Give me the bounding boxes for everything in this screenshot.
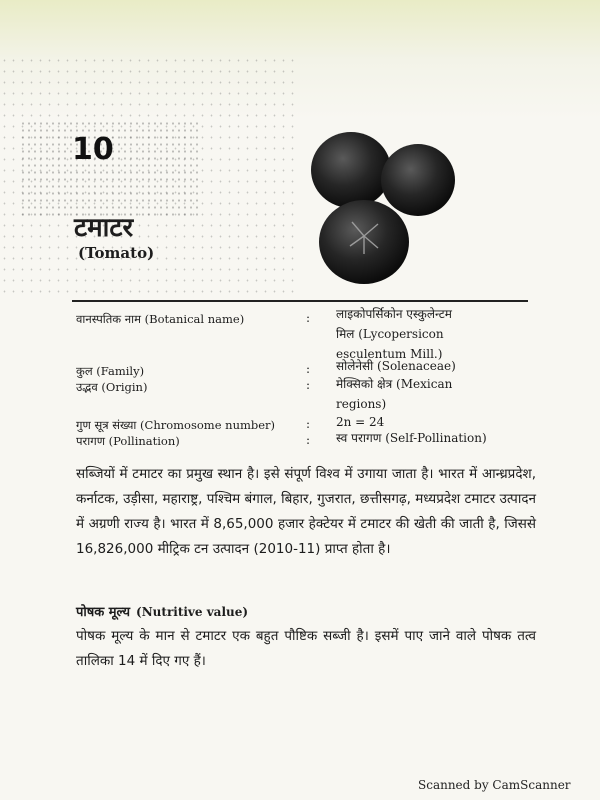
value-botanical-name: लाइकोपर्सिकोन एस्कुलेन्टम मिल (Lycopersicon esculentum Mill.): [336, 307, 452, 361]
value-chromosome-number: 2n = 24: [336, 415, 385, 429]
value-family: सोलेनेसी (Solenaceae): [336, 359, 456, 373]
nutritive-paragraph: पोषक मूल्य के मान से टमाटर एक बहुत पौष्टिक सब्जी है। इसमें पाए जाने वाले पोषक तत्व तालिका 14 में दिए गए हैं।: [76, 628, 536, 669]
label-botanical-name: वानस्पतिक नाम (Botanical name): [76, 312, 245, 326]
table-top-rule: [72, 300, 528, 302]
section-heading-english: (Nutritive value): [136, 605, 249, 619]
label-pollination: परागण (Pollination): [76, 434, 180, 448]
intro-paragraph: सब्जियों में टमाटर का प्रमुख स्थान है। इसे संपूर्ण विश्व में उगाया जाता है। भारत में आन्ध्रप्रदेश, कर्नाटक, उड़ीसा, महाराष्ट्र, पश्चिम बंगाल, बिहार, गुजरात, छत्तीसगढ़, मध्यप्रदेश टमाटर उत्पादन में अग्रणी राज्य है। भारत में 8,65,000 हजार हेक्टेयर में टमाटर की खेती की जाती है, जिससे 16,826,000 मीट्रिक टन उत्पादन (2010-11) प्राप्त होता है।: [76, 466, 536, 557]
value-pollination: स्व परागण (Self-Pollination): [336, 431, 487, 445]
label-family: कुल (Family): [76, 364, 145, 378]
colon: :: [306, 417, 311, 431]
section-heading-nutritive-value: [76, 602, 248, 620]
label-chromosome-number: गुण सूत्र संख्या (Chromosome number): [76, 418, 276, 432]
section-heading-hindi: पोषक मूल्य: [76, 605, 131, 620]
colon: :: [306, 311, 311, 325]
value-origin: मेक्सिको क्षेत्र (Mexican regions): [336, 377, 453, 411]
chapter-title-hindi: टमाटर: [74, 213, 134, 243]
chapter-title-english: (Tomato): [78, 244, 155, 262]
colon: :: [306, 362, 311, 376]
tomato-left: [311, 132, 391, 208]
chapter-number: 10: [72, 132, 114, 167]
colon: :: [306, 433, 311, 447]
tomato-right: [381, 144, 455, 216]
tomato-image: [306, 118, 456, 288]
colon: :: [306, 378, 311, 392]
label-origin: उद्भव (Origin): [76, 380, 148, 394]
scanner-watermark: Scanned by CamScanner: [418, 778, 571, 792]
